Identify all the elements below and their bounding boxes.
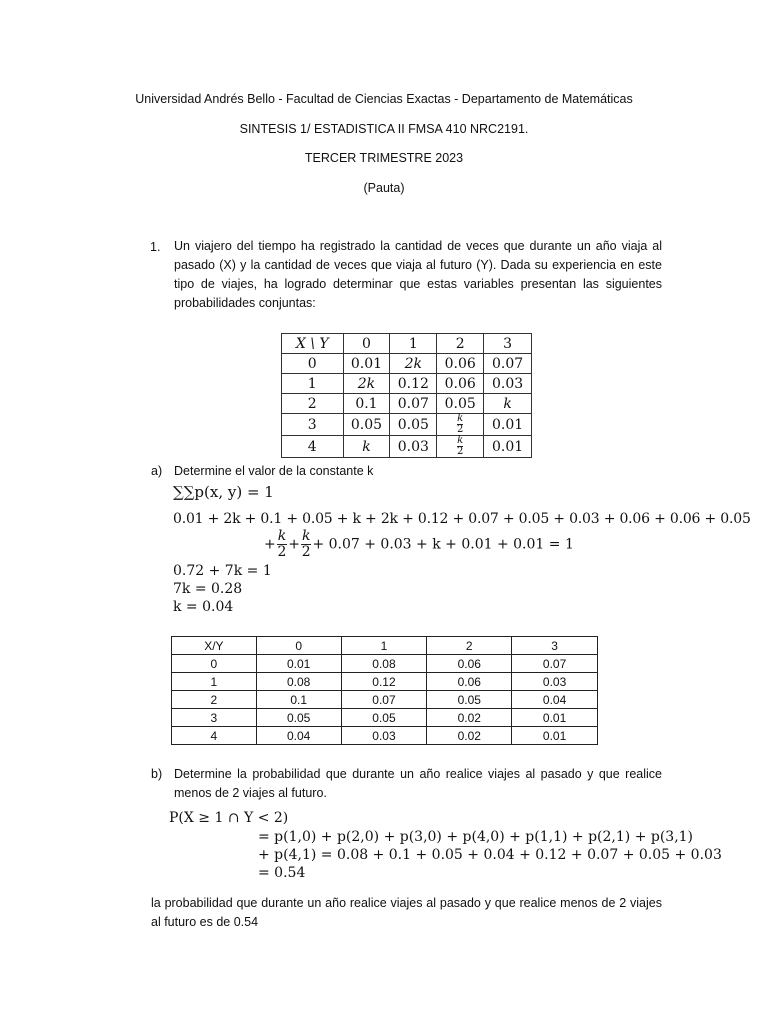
table-cell: 2k: [390, 354, 437, 374]
table-row-header: 1: [172, 673, 257, 691]
table-row-header: 1: [282, 374, 344, 394]
table-cell: 0.05: [390, 414, 437, 436]
fraction-denominator: 2: [456, 424, 464, 435]
table-corner: X \ Y: [282, 334, 344, 354]
table-cell: 0.03: [341, 727, 427, 745]
table-cell: 0.06: [427, 673, 512, 691]
table-cell: 0.04: [512, 691, 598, 709]
table-row-header: 0: [282, 354, 344, 374]
fraction-numerator: k: [457, 413, 464, 424]
part-b-text: Determine la probabilidad que durante un año realice viajes al pasado y que realice menos de 2 viajes al futuro.: [174, 767, 662, 800]
table-row: [282, 436, 532, 458]
probability-expression: P(X ≥ 1 ∩ Y < 2): [169, 810, 289, 826]
table-row-header: 2: [172, 691, 257, 709]
table-header-row: [282, 334, 532, 354]
table-cell: 0.07: [512, 655, 598, 673]
table-cell: 0.06: [427, 655, 512, 673]
table-col-header: 2: [427, 637, 512, 655]
header-university: Universidad Andrés Bello - Facultad de Ciencias Exactas - Departamento de Matemáticas: [135, 92, 633, 106]
table-cell: 0.01: [343, 354, 390, 374]
table-cell: 0.03: [484, 374, 532, 394]
table-col-header: 3: [512, 637, 598, 655]
plus-sign: +: [288, 536, 300, 553]
table-col-header: 2: [437, 334, 484, 354]
fraction-numerator: k: [457, 435, 464, 446]
table-col-header: 0: [343, 334, 390, 354]
table-cell: 0.01: [484, 436, 532, 458]
table-col-header: 3: [484, 334, 532, 354]
table-row: [172, 673, 598, 691]
table-cell: 2k: [343, 374, 390, 394]
reduced-equation: 0.72 + 7k = 1: [173, 563, 272, 579]
sum-equation: ∑∑p(x, y) = 1: [173, 483, 274, 501]
table-row: [172, 727, 598, 745]
probability-result: = 0.54: [258, 865, 306, 881]
table-header-row: [172, 637, 598, 655]
joint-probability-table-symbolic: [281, 333, 532, 458]
solve-step: 7k = 0.28: [173, 581, 243, 597]
table-cell: 0.01: [484, 414, 532, 436]
table-row-header: 4: [282, 436, 344, 458]
table-cell: 0.1: [343, 394, 390, 414]
table-col-header: 1: [390, 334, 437, 354]
table-cell: 0.06: [437, 374, 484, 394]
part-a-text: Determine el valor de la constante k: [174, 464, 374, 478]
expanded-sum-tail: + 0.07 + 0.03 + k + 0.01 + 0.01 = 1: [312, 536, 574, 553]
table-cell: 0.12: [341, 673, 427, 691]
table-col-header: 1: [341, 637, 427, 655]
table-cell: 0.05: [343, 414, 390, 436]
table-row-header: 2: [282, 394, 344, 414]
fraction-denominator: 2: [277, 544, 287, 560]
table-cell-fraction: [437, 414, 484, 436]
table-cell: 0.07: [390, 394, 437, 414]
table-row: [282, 394, 532, 414]
fraction-numerator: k: [301, 528, 311, 544]
table-cell: 0.01: [512, 727, 598, 745]
expanded-sum-line1: 0.01 + 2k + 0.1 + 0.05 + k + 2k + 0.12 + 0.07 + 0.05 + 0.03 + 0.06 + 0.06 + 0.05: [173, 511, 751, 527]
fraction-k-over-2: [277, 529, 287, 560]
table-cell: 0.01: [256, 655, 341, 673]
table-cell: 0.07: [484, 354, 532, 374]
question-number: 1.: [150, 240, 161, 254]
table-row: [172, 709, 598, 727]
table-cell: 0.08: [341, 655, 427, 673]
table-cell-fraction: [437, 436, 484, 458]
table-row-header: 4: [172, 727, 257, 745]
table-cell: k: [484, 394, 532, 414]
table-cell: 0.05: [341, 709, 427, 727]
table-cell: 0.02: [427, 709, 512, 727]
k-result: k = 0.04: [173, 599, 234, 615]
fraction-k-over-2: [301, 529, 311, 560]
table-row: [282, 354, 532, 374]
fraction-denominator: 2: [456, 446, 464, 457]
table-cell: 0.04: [256, 727, 341, 745]
table-row: [172, 691, 598, 709]
table-row-header: 3: [282, 414, 344, 436]
table-cell: 0.07: [341, 691, 427, 709]
fraction-numerator: k: [277, 528, 287, 544]
table-corner: X/Y: [172, 637, 257, 655]
table-cell: 0.05: [256, 709, 341, 727]
header-term: TERCER TRIMESTRE 2023: [304, 151, 464, 165]
table-row-header: 3: [172, 709, 257, 727]
table-col-header: 0: [256, 637, 341, 655]
probability-sum-line2: + p(4,1) = 0.08 + 0.1 + 0.05 + 0.04 + 0.12 + 0.07 + 0.05 + 0.03: [258, 847, 722, 863]
table-cell: 0.03: [512, 673, 598, 691]
table-cell: 0.01: [512, 709, 598, 727]
table-cell: 0.06: [437, 354, 484, 374]
table-cell: 0.03: [390, 436, 437, 458]
table-row: [282, 414, 532, 436]
joint-probability-table-numeric: [171, 636, 598, 745]
table-cell: 0.05: [427, 691, 512, 709]
part-a-label: a): [151, 464, 163, 478]
header-course: SINTESIS 1/ ESTADISTICA II FMSA 410 NRC2191.: [239, 122, 529, 136]
part-b-label: b): [151, 767, 163, 781]
expanded-sum-line2: [264, 529, 574, 560]
table-cell: 0.08: [256, 673, 341, 691]
plus-sign: +: [264, 536, 276, 553]
table-cell: 0.1: [256, 691, 341, 709]
question-text: Un viajero del tiempo ha registrado la cantidad de veces que durante un año viaja al pasado (X) y la cantidad de veces que viaja al futuro (Y). Dada su experiencia en este tipo de viajes, ha logrado determinar que estas variables presentan las siguientes probabilidades conjuntas:: [174, 239, 662, 310]
table-row-header: 0: [172, 655, 257, 673]
table-row: [282, 374, 532, 394]
table-cell: 0.02: [427, 727, 512, 745]
fraction-k-over-2: [457, 436, 463, 457]
table-cell: k: [343, 436, 390, 458]
table-cell: 0.12: [390, 374, 437, 394]
header-pauta: (Pauta): [363, 181, 405, 195]
table-row: [172, 655, 598, 673]
probability-sum-line1: = p(1,0) + p(2,0) + p(3,0) + p(4,0) + p(1,1) + p(2,1) + p(3,1): [258, 829, 694, 845]
fraction-denominator: 2: [301, 544, 311, 560]
table-cell: 0.05: [437, 394, 484, 414]
conclusion-text: la probabilidad que durante un año realice viajes al pasado y que realice menos de 2 viajes al futuro es de 0.54: [151, 896, 662, 929]
fraction-k-over-2: [457, 414, 463, 435]
